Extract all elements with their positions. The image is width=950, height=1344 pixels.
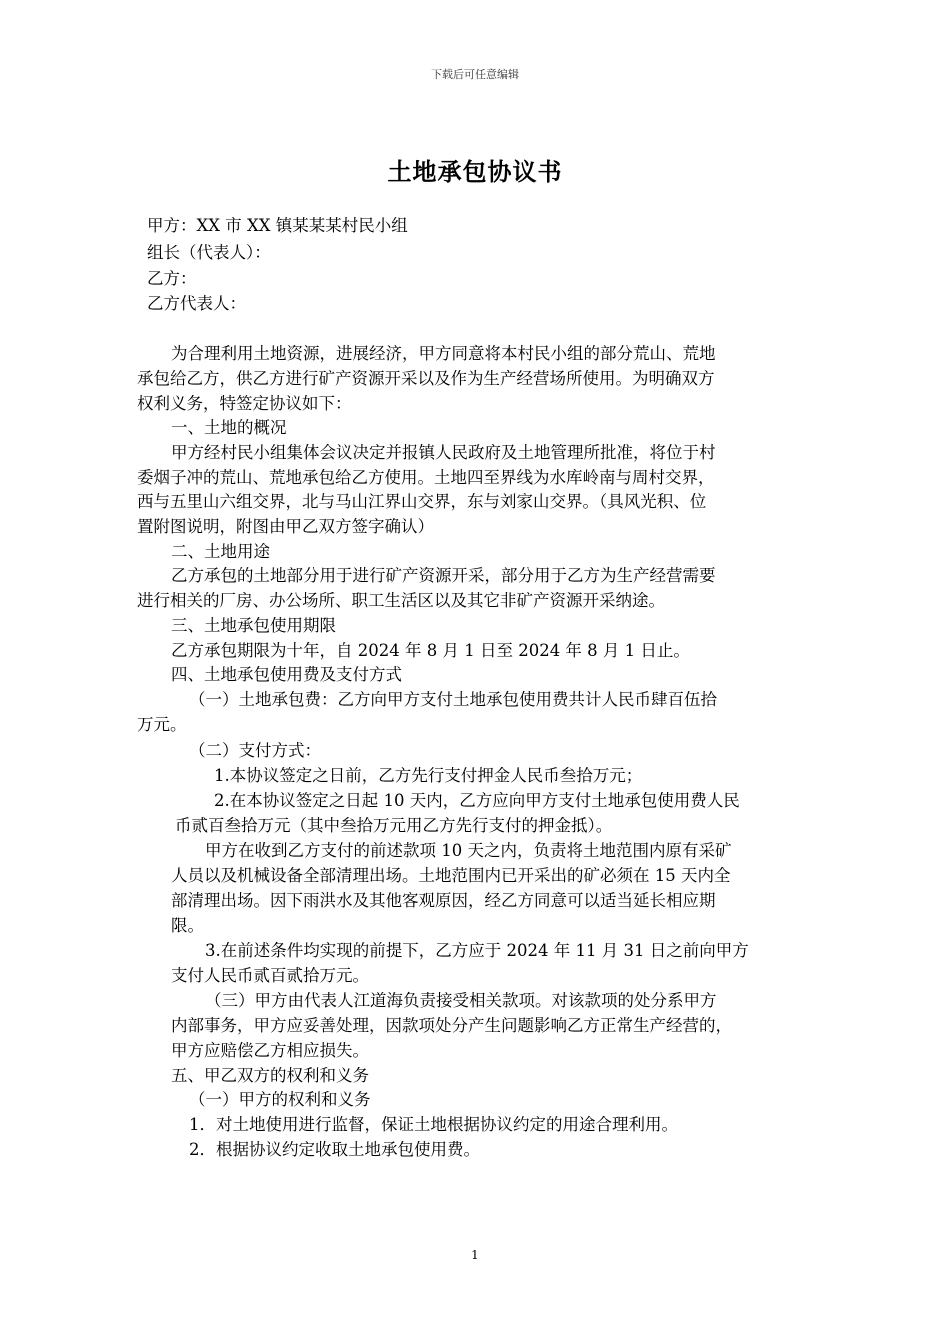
body-line: （三）甲方由代表人江道海负责接受相关款项。对该款项的处分系甲方 <box>205 991 717 1010</box>
body-line: 内部事务，甲方应妥善处理，因款项处分产生问题影响乙方正常生产经营的， <box>171 1016 732 1035</box>
body-line: 支付人民币贰百贰拾万元。 <box>171 966 369 985</box>
body-line: 委烟子冲的荒山、荒地承包给乙方使用。土地四至界线为水库岭南与周村交界， <box>137 468 715 487</box>
section-heading: 四、土地承包使用费及支付方式 <box>171 665 402 684</box>
page-header: 下载后可任意编辑 <box>431 68 519 81</box>
body-line: 币贰百叁拾万元（其中叁拾万元用乙方先行支付的押金抵）。 <box>175 816 613 835</box>
section-heading: 三、土地承包使用期限 <box>171 616 336 635</box>
body-line: 2．根据协议约定收取土地承包使用费。 <box>189 1140 480 1159</box>
page-number: 1 <box>471 1248 479 1262</box>
body-line: 甲方经村民小组集体会议决定并报镇人民政府及土地管理所批准，将位于村 <box>171 443 716 462</box>
party-a: 甲方：XX 市 XX 镇某某某村民小组 <box>147 216 408 235</box>
body-line: 置附图说明，附图由甲乙双方签字确认） <box>137 517 434 536</box>
body-line: 权利义务，特签定协议如下： <box>137 394 352 413</box>
body-line: 2.在本协议签定之日起 10 天内，乙方应向甲方支付土地承包使用费人民 <box>214 791 740 810</box>
section-heading: 五、甲乙双方的权利和义务 <box>171 1066 369 1085</box>
body-line: （一）土地承包费：乙方向甲方支付土地承包使用费共计人民币肆百伍拾 <box>189 690 717 709</box>
section-heading: 一、土地的概况 <box>171 418 287 437</box>
body-line: 人员以及机械设备全部清理出场。土地范围内已开采出的矿必须在 15 天内全 <box>171 866 731 885</box>
document-title: 土地承包协议书 <box>387 158 563 186</box>
body-line: 乙方承包的土地部分用于进行矿产资源开采，部分用于乙方为生产经营需要 <box>171 566 716 585</box>
body-line: 进行相关的厂房、办公场所、职工生活区以及其它非矿产资源开采纳途。 <box>137 591 665 610</box>
party-b-representative: 乙方代表人： <box>147 294 246 313</box>
party-b: 乙方： <box>147 269 197 288</box>
body-line: 甲方在收到乙方支付的前述款项 10 天之内，负责将土地范围内原有采矿 <box>205 841 732 860</box>
section-heading: 二、土地用途 <box>171 542 270 561</box>
body-line: 为合理利用土地资源，进展经济，甲方同意将本村民小组的部分荒山、荒地 <box>171 344 716 363</box>
body-line: 1.本协议签定之日前，乙方先行支付押金人民币叁拾万元； <box>214 766 643 785</box>
body-line: 1．对土地使用进行监督，保证土地根据协议约定的用途合理利用。 <box>189 1115 678 1134</box>
body-line: （一）甲方的权利和义务 <box>189 1090 371 1109</box>
party-a-leader: 组长（代表人）： <box>147 243 271 262</box>
body-line: 3.在前述条件均实现的前提下，乙方应于 2024 年 11 月 31 日之前向甲方 <box>205 941 749 960</box>
body-line: 承包给乙方，供乙方进行矿产资源开采以及作为生产经营场所使用。为明确双方 <box>137 369 715 388</box>
body-line: 限。 <box>171 916 204 935</box>
body-line: 万元。 <box>137 715 187 734</box>
body-line: 部清理出场。因下雨洪水及其他客观原因，经乙方同意可以适当延长相应期 <box>171 891 716 910</box>
body-line: （二）支付方式： <box>189 741 321 760</box>
body-line: 乙方承包期限为十年，自 2024 年 8 月 1 日至 2024 年 8 月 1 日止。 <box>171 641 690 660</box>
body-line: 甲方应赔偿乙方相应损失。 <box>171 1041 369 1060</box>
body-line: 西与五里山六组交界，北与马山江界山交界，东与刘家山交界。（具风光积、位 <box>137 492 707 511</box>
